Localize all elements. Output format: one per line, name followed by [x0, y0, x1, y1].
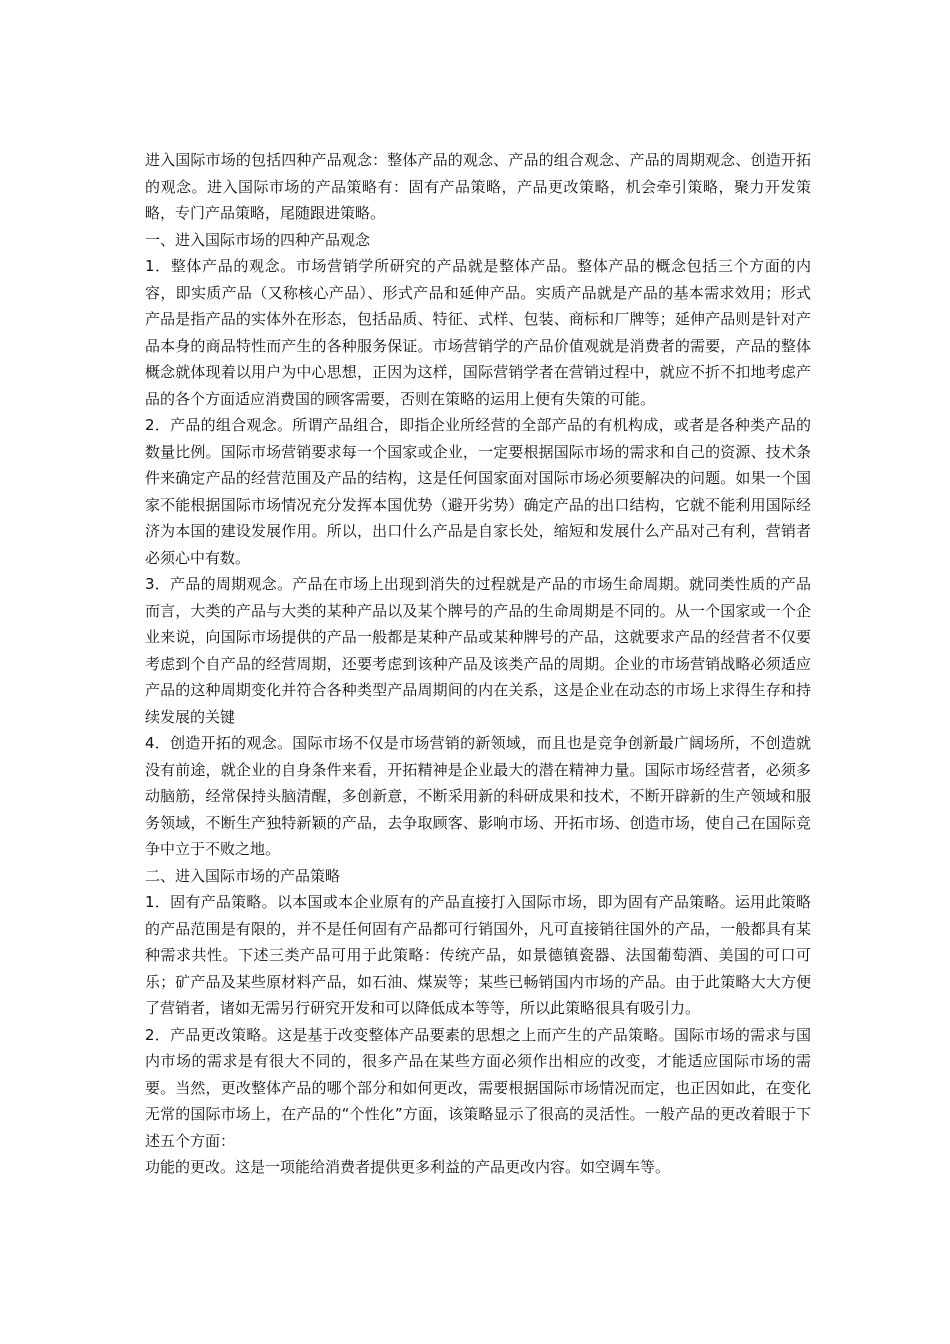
concept-item-innovation: 4．创造开拓的观念。国际市场不仅是市场营销的新领域，而且也是竞争创新最广阔场所，不创造就没有前途，就企业的自身条件来看，开拓精神是企业最大的潜在精神力量。国际市场经营者，必须多动脑筋，经常保持头脑清醒，多创新意，不断采用新的科研成果和技术，不断开辟新的生产领域和服务领域，不断生产独特新颖的产品，去争取顾客、影响市场、开拓市场、创造市场，使自己在国际竞争中立于不败之地。 [145, 734, 811, 858]
concept-item-whole-product: 1．整体产品的观念。市场营销学所研究的产品就是整体产品。整体产品的概念包括三个方面的内容，即实质产品（又称核心产品）、形式产品和延伸产品。实质产品就是产品的基本需求效用；形式产品是指产品的实体外在形态，包括品质、特征、式样、包装、商标和厂牌等；延伸产品则是针对产品本身的商品特性而产生的各种服务保证。市场营销学的产品价值观就是消费者的需要，产品的整体概念就体现着以用户为中心思想，正因为这样，国际营销学者在营销过程中，就应不折不扣地考虑产品的各个方面适应消费国的顾客需要，否则在策略的运用上便有失策的可能。 [145, 257, 811, 408]
strategy-item-product-modification: 2．产品更改策略。这是基于改变整体产品要素的思想之上而产生的产品策略。国际市场的需求与国内市场的需求是有很大不同的，很多产品在某些方面必须作出相应的改变，才能适应国际市场的需要。当然，更改整体产品的哪个部分和如何更改，需要根据国际市场情况而定，也正因如此，在变化无常的国际市场上，在产品的“个性化”方面，该策略显示了很高的灵活性。一般产品的更改着眼于下述五个方面： [145, 1025, 811, 1150]
concept-item-product-mix: 2．产品的组合观念。所谓产品组合，即指企业所经营的全部产品的有机构成，或者是各种类产品的数量比例。国际市场营销要求每一个国家或企业，一定要根据国际市场的需求和自己的资源、技术条件来确定产品的经营范围及产品的结构，这是任何国家面对国际市场必须要解决的问题。如果一个国家不能根据国际市场情况充分发挥本国优势（避开劣势）确定产品的出口结构，它就不能利用国际经济为本国的建设发展作用。所以，出口什么产品是自家长处，缩短和发展什么产品对己有利，营销者必须心中有数。 [145, 416, 811, 567]
document-page [145, 147, 811, 1181]
intro-paragraph: 进入国际市场的包括四种产品观念：整体产品的观念、产品的组合观念、产品的周期观念、创造开拓的观念。进入国际市场的产品策略有：固有产品策略，产品更改策略，机会牵引策略，聚力开发策略，专门产品策略，尾随跟进策略。 [145, 151, 811, 222]
concept-item-product-cycle: 3．产品的周期观念。产品在市场上出现到消失的过程就是产品的市场生命周期。就同类性质的产品而言，大类的产品与大类的某种产品以及某个牌号的产品的生命周期是不同的。从一个国家或一个企业来说，向国际市场提供的产品一般都是某种产品或某种牌号的产品，这就要求产品的经营者不仅要考虑到个自产品的经营周期，还要考虑到该种产品及该类产品的周期。企业的市场营销战略必须适应产品的这种周期变化并符合各种类型产品周期间的内在关系，这是企业在动态的市场上求得生存和持续发展的关键 [145, 575, 811, 726]
section-heading-concepts: 一、进入国际市场的四种产品观念 [145, 230, 371, 249]
section-heading-strategies: 二、进入国际市场的产品策略 [145, 866, 341, 885]
strategy-item-inherent-product: 1．固有产品策略。以本国或本企业原有的产品直接打入国际市场，即为固有产品策略。运用此策略的产品范围是有限的，并不是任何固有产品都可行销国外，凡可直接销往国外的产品，一般都具有某种需求共性。下述三类产品可用于此策略：传统产品，如景德镇瓷器、法国葡萄酒、美国的可口可乐；矿产品及某些原材料产品，如石油、煤炭等；某些已畅销国内市场的产品。由于此策略大大方便了营销者，诸如无需另行研究开发和可以降低成本等等，所以此策略很具有吸引力。 [145, 893, 811, 1017]
strategy-subitem-function-change: 功能的更改。这是一项能给消费者提供更多利益的产品更改内容。如空调车等。 [145, 1158, 671, 1176]
